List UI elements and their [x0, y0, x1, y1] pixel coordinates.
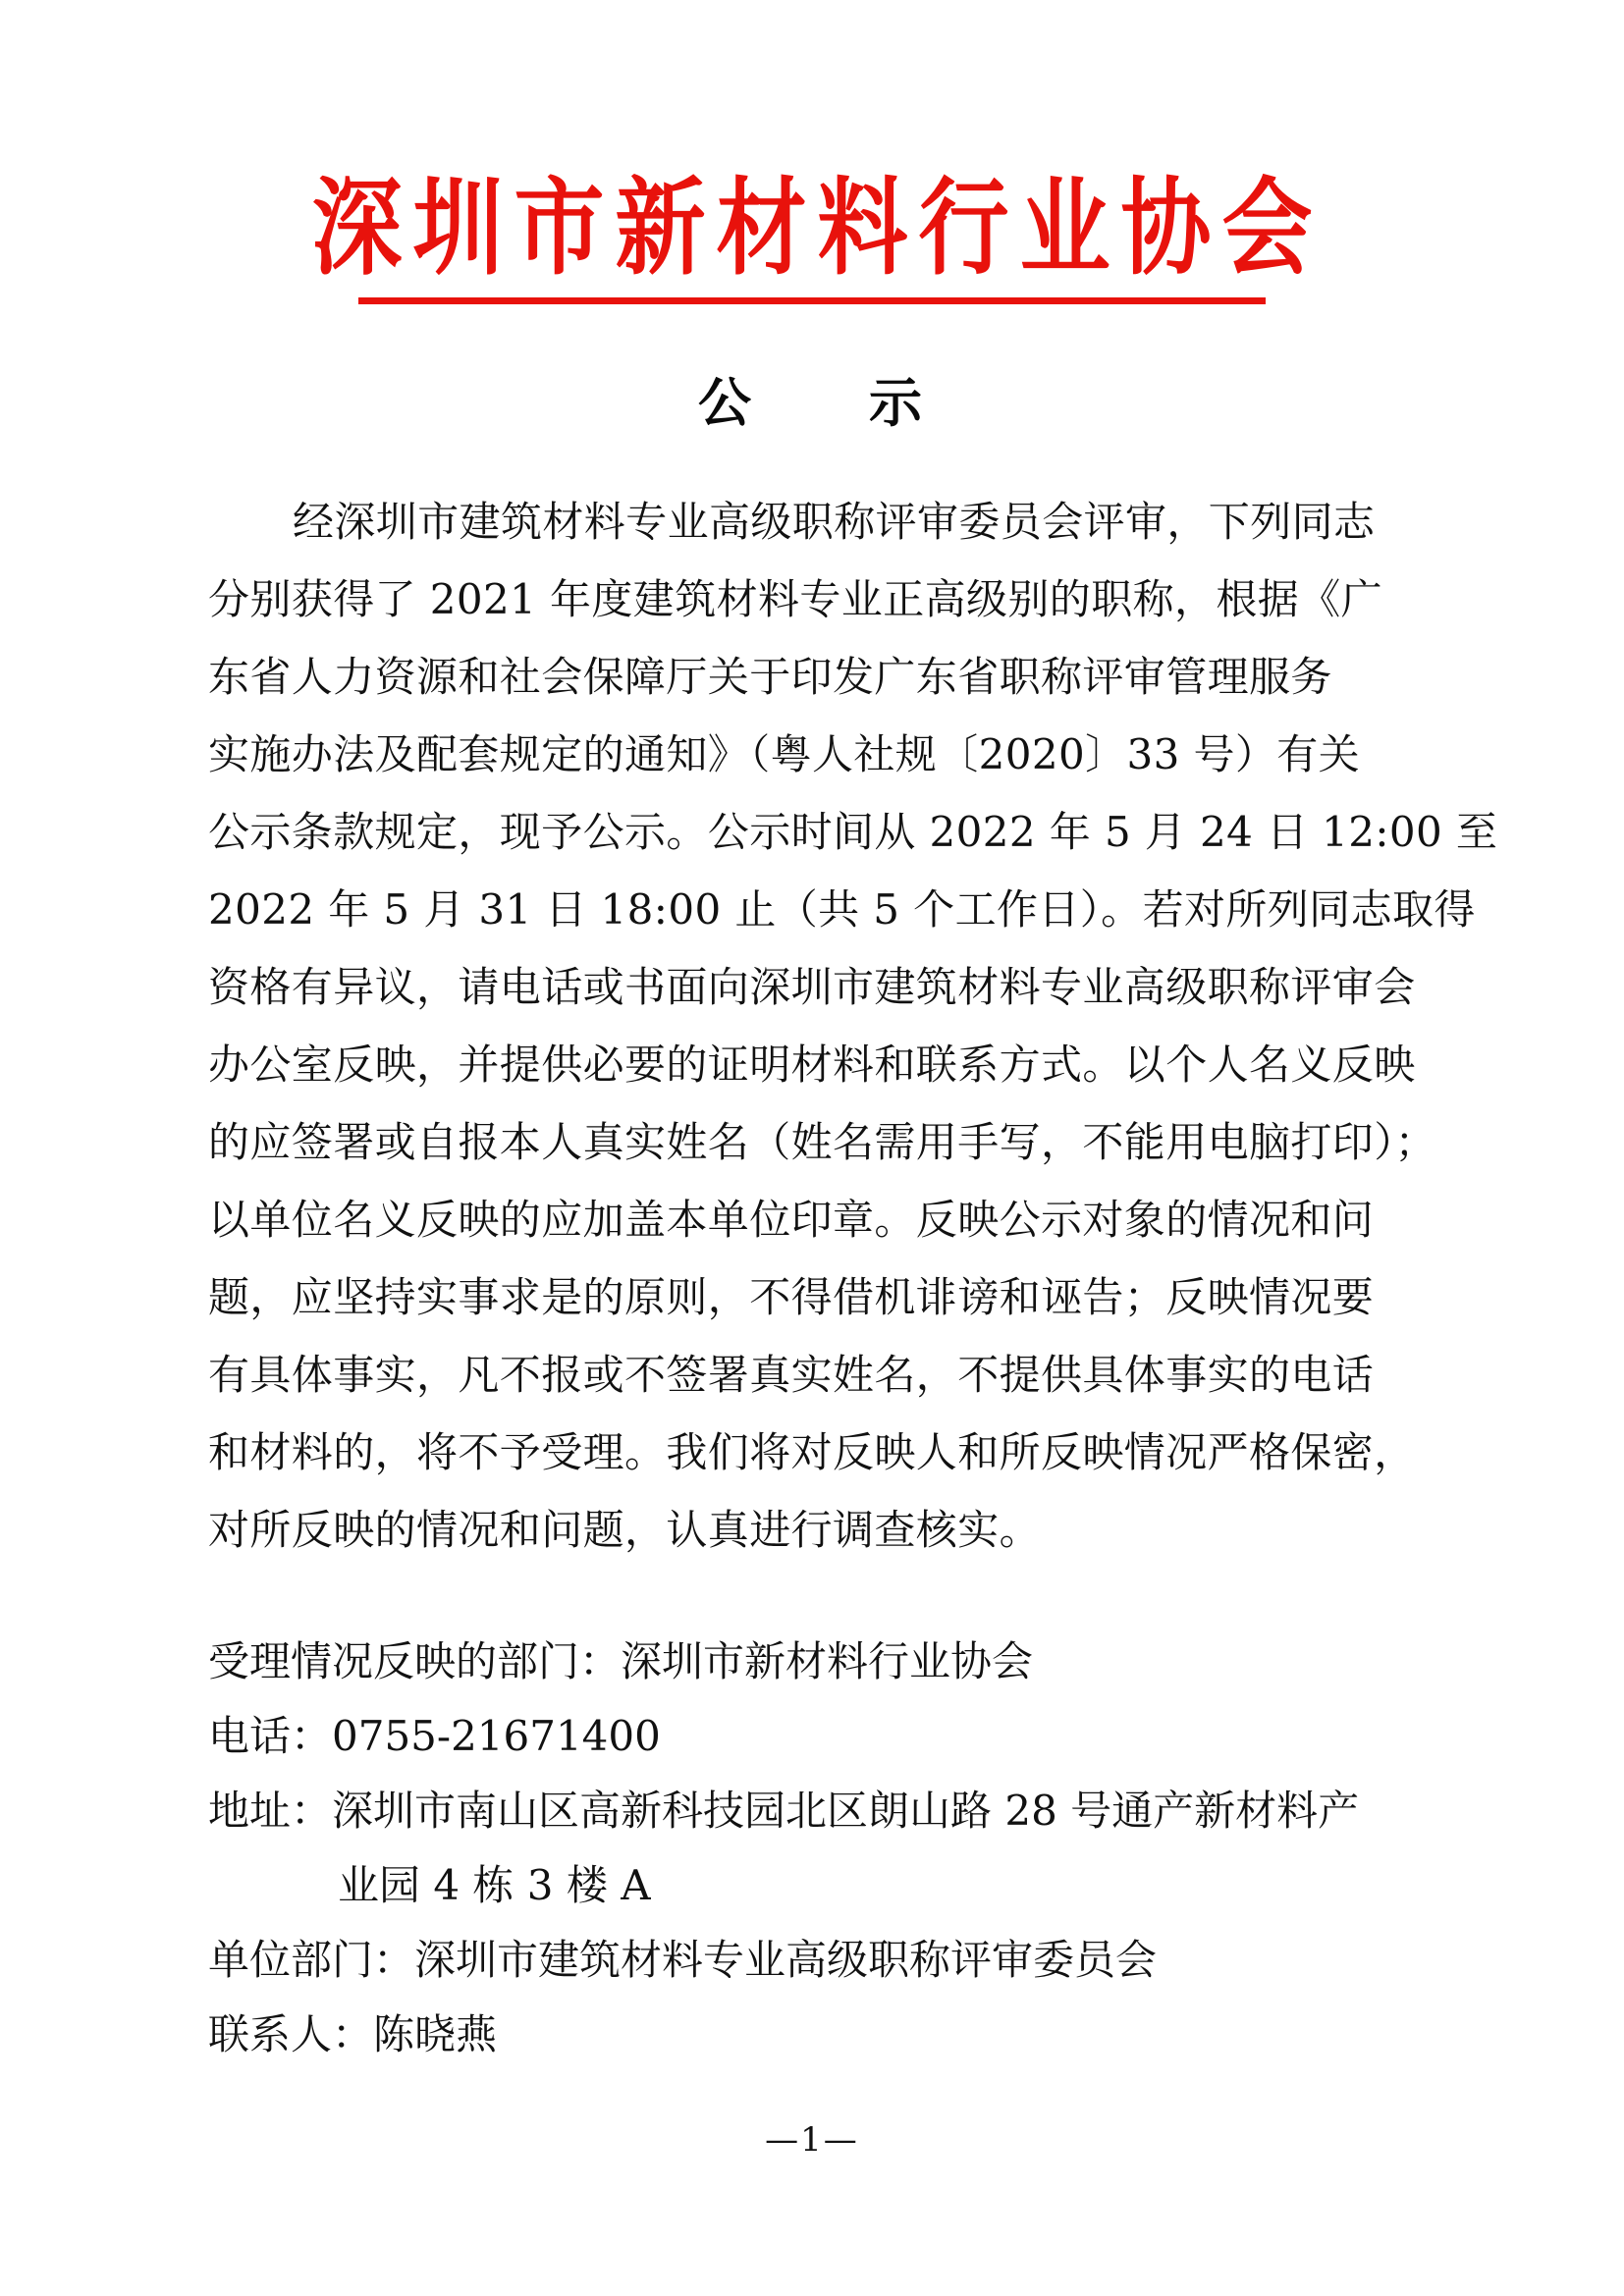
paragraph-line: 对所反映的情况和问题，认真进行调查核实。 — [208, 1506, 1042, 1554]
paragraph-line: 实施办法及配套规定的通知》（粤人社规〔2020〕33 号）有关 — [208, 730, 1361, 778]
contact-information-block — [208, 1625, 1426, 2072]
paragraph-line: 分别获得了 2021 年度建筑材料专业正高级别的职称，根据《广 — [208, 575, 1382, 623]
paragraph-line: 题，应坚持实事求是的原则，不得借机诽谤和诬告；反映情况要 — [208, 1273, 1375, 1321]
address-line-primary: 地址：深圳市南山区高新科技园北区朗山路 28 号通产新材料产 — [208, 1787, 1360, 1835]
paragraph-line: 2022 年 5 月 31 日 18:00 止（共 5 个工作日）。若对所列同志取得 — [208, 885, 1476, 934]
paragraph-line: 东省人力资源和社会保障厅关于印发广东省职称评审管理服务 — [208, 653, 1332, 701]
unit-department-line: 单位部门：深圳市建筑材料专业高级职称评审委员会 — [208, 1936, 1158, 1984]
paragraph-line: 资格有异议，请电话或书面向深圳市建筑材料专业高级职称评审会 — [208, 963, 1416, 1011]
document-heading: 公 示 — [698, 371, 926, 434]
paragraph-line: 有具体事实，凡不报或不签署真实姓名，不提供具体事实的电话 — [208, 1351, 1375, 1399]
page-number: —1— — [765, 2120, 859, 2160]
announcement-paragraph — [208, 483, 1498, 1569]
masthead-divider — [358, 297, 1266, 304]
address-line-continuation: 业园 4 栋 3 楼 A — [338, 1861, 651, 1909]
contact-person-line: 联系人：陈晓燕 — [208, 2010, 498, 2058]
paragraph-line: 和材料的，将不予受理。我们将对反映人和所反映情况严格保密， — [208, 1428, 1416, 1476]
organization-title: 深圳市新材料行业协会 — [311, 167, 1324, 290]
paragraph-line: 以单位名义反映的应加盖本单位印章。反映公示对象的情况和问 — [208, 1196, 1375, 1244]
phone-line: 电话：0755-21671400 — [208, 1712, 661, 1760]
paragraph-line: 办公室反映，并提供必要的证明材料和联系方式。以个人名义反映 — [208, 1041, 1416, 1089]
paragraph-line: 公示条款规定，现予公示。公示时间从 2022 年 5 月 24 日 12:00 至 — [208, 808, 1498, 856]
masthead — [0, 167, 1624, 304]
body-text-block — [208, 483, 1498, 1569]
paragraph-line: 的应签署或自报本人真实姓名（姓名需用手写，不能用电脑打印）； — [208, 1118, 1437, 1166]
receiving-department-line: 受理情况反映的部门：深圳市新材料行业协会 — [208, 1637, 1034, 1685]
paragraph-line: 经深圳市建筑材料专业高级职称评审委员会评审，下列同志 — [293, 498, 1376, 546]
